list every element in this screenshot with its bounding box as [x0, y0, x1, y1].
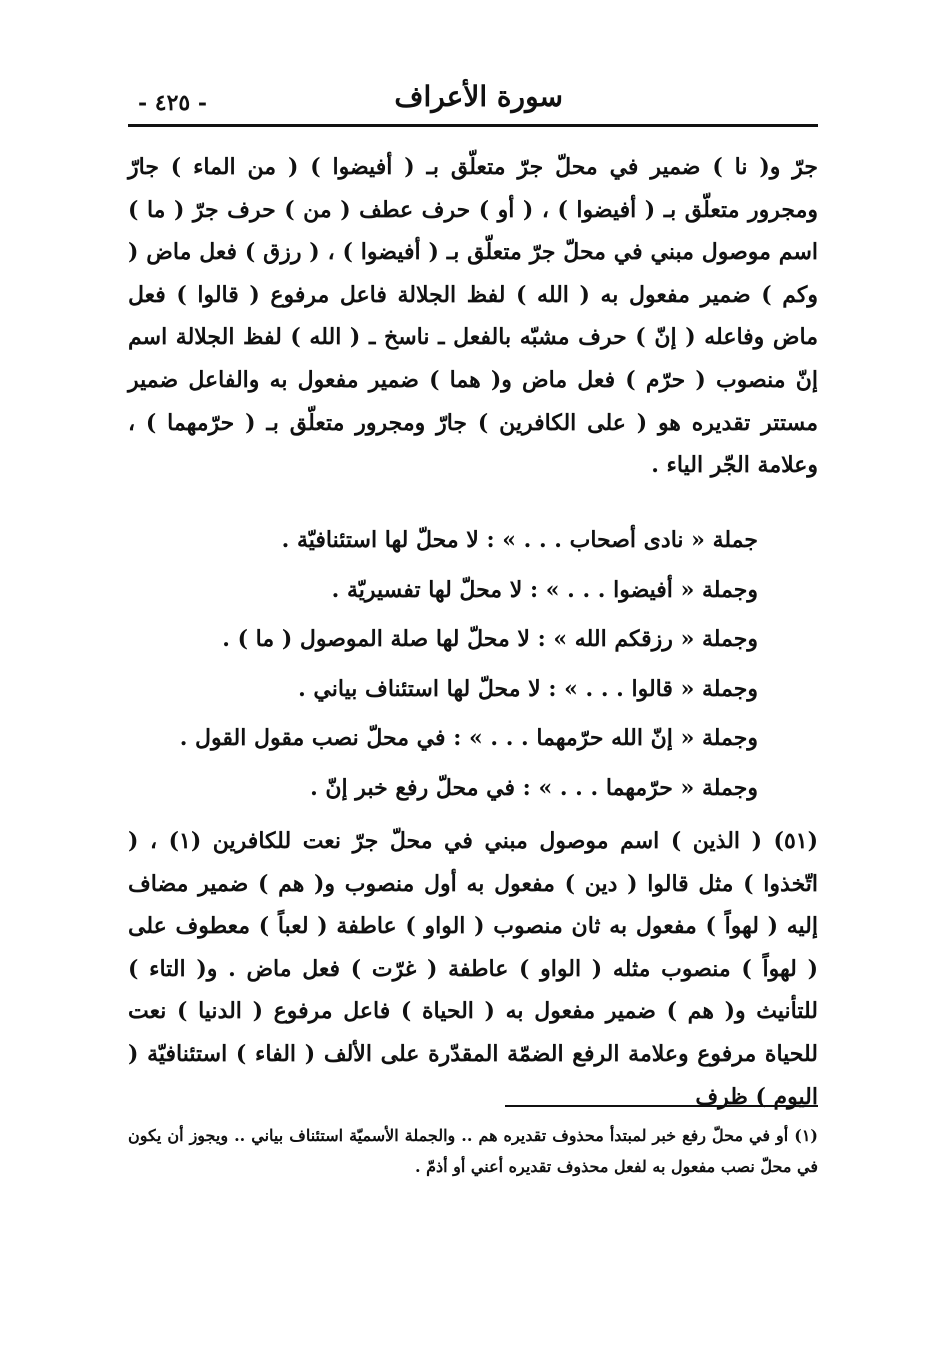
footnote-divider [505, 1105, 818, 1107]
footnote: (١) أو في محلّ رفع خبر لمبتدأ محذوف تقديره هم .. والجملة الأسميّة استئناف بياني .. ويجوز أن يكون في محلّ نصب مفعول به لفعل محذوف تقديره أعني أو أذمّ . [128, 1126, 818, 1176]
grammar-paragraph-1: جرّ و( نا ) ضمير في محلّ جرّ متعلّق بـ ( أفيضوا ) ( من الماء ) جارّ ومجرور متعلّق بـ ( أفيضوا ) ، ( أو ) حرف عطف ( من ) حرف جرّ ( ما ) اسم موصول مبني في محلّ جرّ متعلّق بـ ( أفيضوا ) ، ( رزق ) فعل ماض ( وكم ) ضمير مفعول به ( الله ) لفظ الجلالة فاعل مرفوع ( قالوا ) فعل ماض وفاعله ( إنّ ) حرف مشبّه بالفعل ـ ناسخ ـ ( الله ) لفظ الجلالة اسم إنّ منصوب ( حرّم ) فعل ماض و( هما ) ضمير مفعول به والفاعل ضمير مستتر تقديره هو ( على الكافرين ) جارّ ومجرور متعلّق بـ ( حرّمهما ) ، وعلامة الجّر الياء . [128, 154, 818, 479]
grammar-paragraph-2: (٥١) ( الذين ) اسم موصول مبني في محلّ جرّ نعت للكافرين (١) ، ( اتّخذوا ) مثل قالوا ( دين ) مفعول به أول منصوب و( هم ) ضمير مضاف إليه ( لهواً ) مفعول به ثان منصوب ( الواو ) عاطفة ( لعباً ) معطوف على ( لهواً ) منصوب مثله ( الواو ) عاطفة ( غرّت ) فعل ماض . و( التاء ) للتأنيث و( هم ) ضمير مفعول به ( الحياة ) فاعل مرفوع ( الدنيا ) نعت للحياة مرفوع وعلامة الرفع الضمّة المقدّرة على الألف ( الفاء ) استئنافيّة ( اليوم ) ظرف [128, 828, 819, 1110]
sentence-item: وجملة « حرّمهما . . . » : في محلّ رفع خبر إنّ . [310, 774, 758, 801]
sentence-item: وجملة « إنّ الله حرّمهما . . . » : في محلّ نصب مقول القول . [179, 725, 758, 751]
sentence-item: وجملة « أفيضوا . . . » : لا محلّ لها تفسيريّة . [331, 576, 758, 603]
sentence-item: وجملة « قالوا . . . » : لا محلّ لها استئناف بياني . [298, 675, 758, 702]
page-header [128, 72, 818, 128]
sentence-analysis-list [128, 516, 758, 813]
page-number: - ٤٢٥ - [138, 90, 208, 116]
surah-title: سورة الأعراف [394, 80, 563, 113]
sentence-item: جملة « نادى أصحاب . . . » : لا محلّ لها استئنافيّة . [281, 527, 758, 553]
header-divider [128, 124, 818, 127]
sentence-item: وجملة « رزقكم الله » : لا محلّ لها صلة الموصول ( ما ) . [222, 626, 758, 652]
